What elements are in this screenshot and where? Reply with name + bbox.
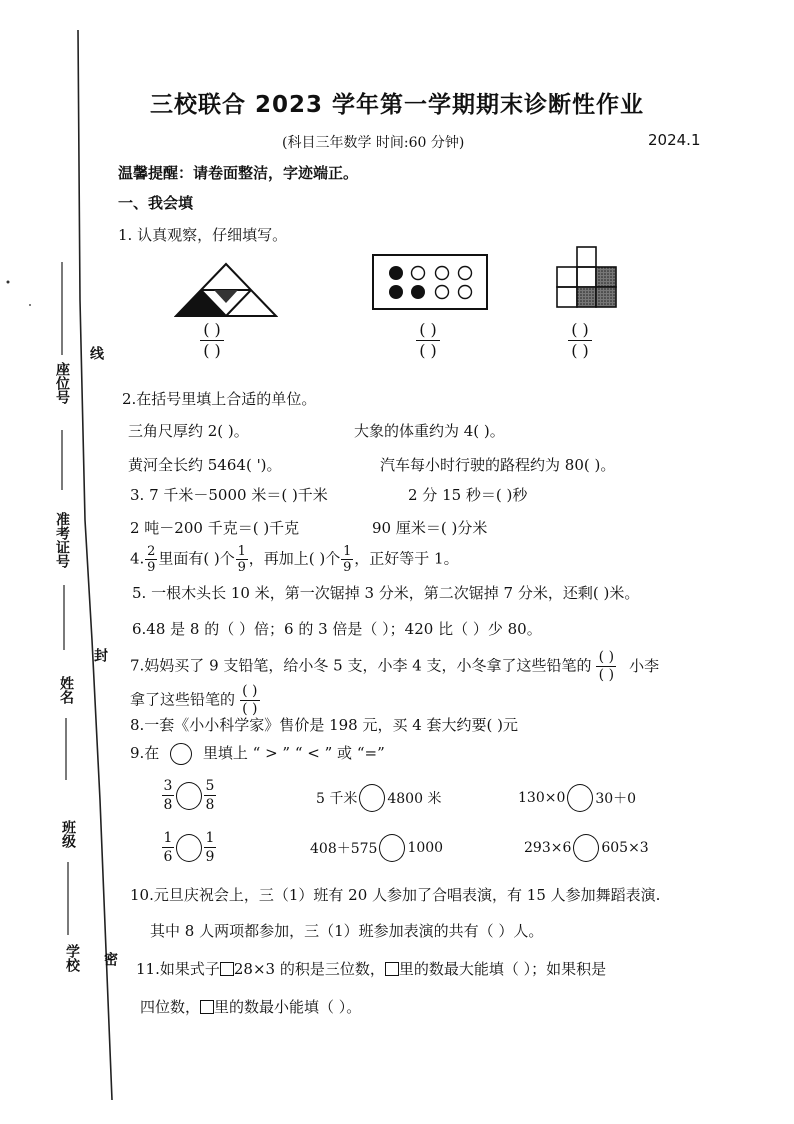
q4-mid2: ，再加上( )个 — [248, 549, 341, 568]
circle-icon — [170, 743, 192, 765]
q7-text-a: 7.妈妈买了 9 支铅笔，给小冬 5 支，小李 4 支，小冬拿了这些铅笔的 — [130, 656, 592, 675]
dots-figure — [372, 254, 488, 310]
q11-line2: 四位数， 里的数最小能填（ ）。 — [140, 998, 362, 1016]
q10-line2: 其中 8 人两项都参加，三（1）班参加表演的共有（ ）人。 — [150, 922, 544, 940]
q6: 6.48 是 8 的（ ）倍；6 的 3 倍是（ ）；420 比（ ）少 80。 — [132, 620, 542, 638]
compare-circle[interactable] — [379, 834, 405, 862]
compare-circle[interactable] — [567, 784, 593, 812]
compare-1: 3 8 5 8 — [163, 778, 215, 813]
q7-answer-2[interactable]: $\frac{( )}{( )}$ — [240, 684, 260, 717]
q3-a: 3. 7 千米－5000 米＝( )千米 — [130, 486, 328, 504]
seal-label: 封 — [92, 648, 108, 662]
compare-4: 1 6 1 9 — [163, 830, 215, 865]
q9-prefix: 9.在 — [130, 744, 160, 762]
q2-c: 黄河全长约 5464( ')。 — [128, 456, 282, 474]
squares-figure — [556, 246, 618, 310]
blank-box-icon — [200, 1000, 214, 1014]
seat-number-label: 座位号 — [54, 362, 70, 404]
compare-5: 408＋575 1000 — [310, 834, 443, 862]
q1-answer-3[interactable]: ( ) ( ) — [568, 322, 592, 359]
q3-d: 90 厘米＝( )分米 — [372, 519, 488, 537]
class-label: 班级 — [60, 820, 76, 848]
compare-2: 5 千米 4800 米 — [316, 784, 441, 812]
q4-fraction-2: $\frac{1}{9}$ — [237, 544, 246, 575]
compare-circle[interactable] — [359, 784, 385, 812]
q5: 5. 一根木头长 10 米，第一次锯掉 3 分米，第二次锯掉 7 分米，还剩( )米。 — [132, 584, 640, 602]
q3-b: 2 分 15 秒＝( )秒 — [408, 486, 528, 504]
q2-text: 2.在括号里填上合适的单位。 — [122, 390, 317, 408]
q2-b: 大象的体重约为 4( )。 — [354, 422, 505, 440]
q2-d: 汽车每小时行驶的路程约为 80( )。 — [380, 456, 616, 474]
q1-text: 1. 认真观察，仔细填写。 — [118, 226, 288, 244]
blank-box-icon — [385, 962, 399, 976]
q9-line — [130, 742, 385, 765]
q4-fraction-3: $\frac{1}{9}$ — [343, 544, 352, 575]
compare-circle[interactable] — [573, 834, 599, 862]
q1-answer-2[interactable]: ( ) ( ) — [416, 322, 440, 359]
page-title: 三校联合 2023 学年第一学期期末诊断性作业 — [149, 92, 645, 118]
q4-end: ，正好等于 1。 — [354, 549, 459, 568]
school-label: 学校 — [64, 944, 80, 972]
compare-circle[interactable] — [176, 782, 202, 810]
q8: 8.一套《小小科学家》售价是 198 元，买 4 套大约要( )元 — [130, 716, 519, 734]
q7-text-b: 小李 — [629, 656, 660, 675]
q11-line1: 11.如果式子 28×3 的积是三位数， 里的数最大能填（ ）；如果积是 — [136, 960, 607, 978]
name-label: 姓名 — [58, 676, 74, 704]
date: 2024.1 — [648, 131, 701, 149]
q4-fraction-1: $\frac{2}{9}$ — [147, 544, 156, 575]
q4-line — [130, 545, 459, 574]
q9-rest: 里填上 “ > ” “ < ” 或 “=” — [202, 744, 385, 762]
q10-line1: 10.元旦庆祝会上，三（1）班有 20 人参加了合唱表演，有 15 人参加舞蹈表演. — [130, 886, 661, 904]
triangle-figure — [174, 262, 278, 318]
q2-a: 三角尺厚约 2( )。 — [128, 422, 249, 440]
compare-circle[interactable] — [176, 834, 202, 862]
q4-prefix: 4. — [130, 549, 145, 568]
compare-6: 293×6 605×3 — [524, 834, 649, 862]
q7-line1 — [130, 650, 659, 683]
subtitle: (科目三年数学 时间:60 分钟) — [282, 135, 465, 151]
blank-box-icon — [220, 962, 234, 976]
line-label: 线 — [88, 346, 104, 360]
secret-label: 密 — [102, 952, 118, 966]
reminder: 温馨提醒：请卷面整洁，字迹端正。 — [118, 164, 359, 182]
exam-number-label: 准考证号 — [54, 512, 70, 568]
q1-answer-1[interactable]: ( ) ( ) — [200, 322, 224, 359]
q7-text-c: 拿了这些铅笔的 — [130, 690, 236, 709]
q7-answer-1[interactable]: $\frac{( )}{( )}$ — [596, 650, 616, 683]
q3-c: 2 吨－200 千克＝( )千克 — [130, 519, 300, 537]
q7-line2 — [130, 684, 260, 717]
compare-3: 130×0 30＋0 — [518, 784, 636, 812]
section-title: 一、我会填 — [118, 194, 194, 212]
q4-mid1: 里面有( )个 — [158, 549, 235, 568]
